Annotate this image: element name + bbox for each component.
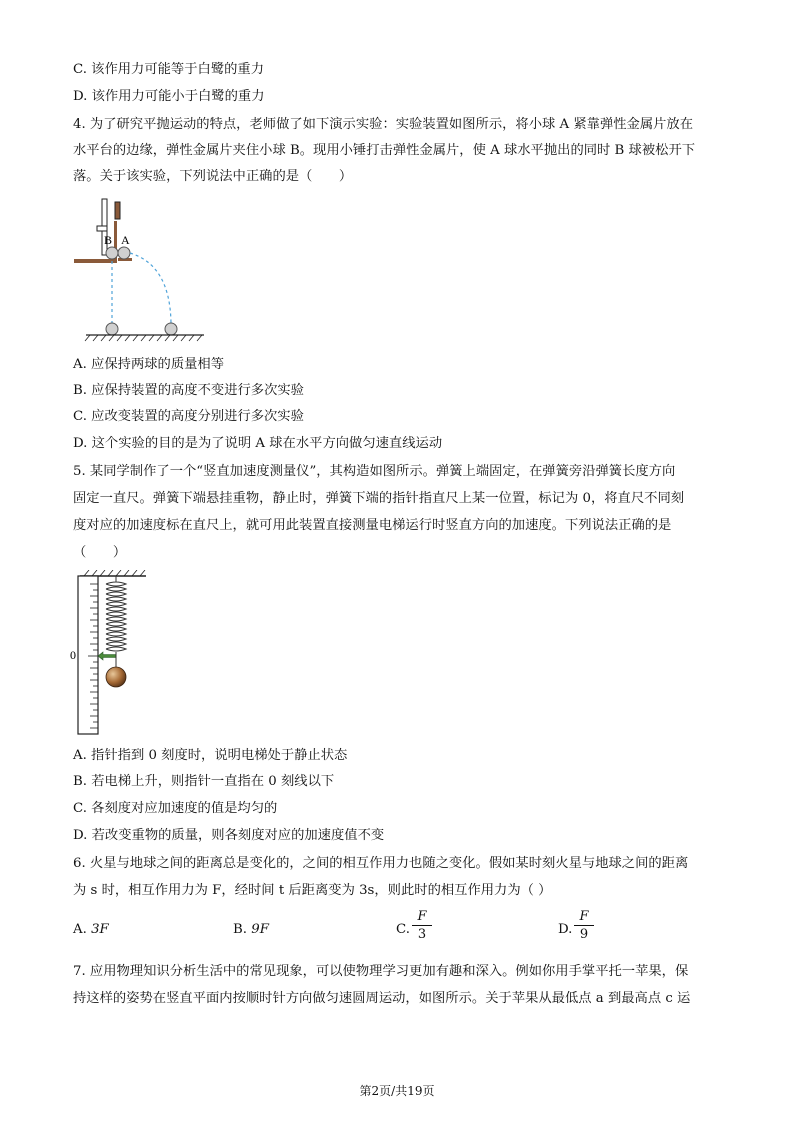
line-q7-stem-1: 7. 应用物理知识分析生活中的常见现象，可以使物理学习更加有趣和深入。例如你用手掌平托一苹果，保 [73, 964, 689, 979]
line-q5-option-b: B. 若电梯上升，则指针一直指在 0 刻线以下 [73, 774, 335, 789]
line-q5-stem-2: 固定一直尺。弹簧下端悬挂重物，静止时，弹簧下端的指针指直尺上某一位置，标记为 0，将直尺不同刻 [73, 491, 685, 506]
q6-option-a-value: 3F [91, 922, 109, 937]
q6-option-b-prefix: B. [233, 922, 247, 937]
q6-option-b [233, 922, 269, 937]
line-q5-option-a: A. 指针指到 0 刻度时，说明电梯处于静止状态 [73, 748, 348, 763]
q6-option-d-fraction [574, 909, 594, 942]
left-platform [74, 259, 114, 263]
q6-option-d-denominator: 9 [579, 927, 589, 942]
label-ball-b: B [104, 233, 113, 247]
line-q4-option-d: D. 这个实验的目的是为了说明 A 球在水平方向做匀速直线运动 [73, 436, 443, 451]
label-ball-a: A [121, 233, 130, 247]
line-q4-option-c: C. 应改变装置的高度分别进行多次实验 [73, 409, 304, 424]
line-q6-stem-2: 为 s 时，相互作用力为 F，经时间 t 后距离变为 3s，则此时的相互作用力为（ ） [73, 883, 552, 898]
figure-acceleration-meter [70, 570, 160, 740]
q6-option-a [73, 922, 109, 937]
q6-option-d-prefix: D. [558, 922, 573, 937]
q6-option-c-numerator: F [417, 909, 427, 924]
line-q5-stem-1: 5. 某同学制作了一个“竖直加速度测量仪”，其构造如图所示。弹簧上端固定，在弹簧旁沿弹簧长度方向 [73, 464, 676, 479]
line-q4-stem-1: 4. 为了研究平抛运动的特点，老师做了如下演示实验：实验装置如图所示，将小球 A 紧靠弹性金属片放在 [73, 117, 694, 132]
q6-option-c-denominator: 3 [417, 927, 427, 942]
ground-hatching [85, 335, 202, 341]
ball-a [118, 247, 130, 259]
elastic-plate [97, 226, 107, 231]
q6-option-a-prefix: A. [73, 922, 87, 937]
fraction-bar [412, 925, 432, 926]
line-q7-stem-2: 持这样的姿势在竖直平面内按顺时针方向做匀速圆周运动，如图所示。关于苹果从最低点 a 到最高点 c 运 [73, 991, 691, 1006]
line-q5-stem-3: 度对应的加速度标在直尺上，就可用此装置直接测量电梯运行时竖直方向的加速度。下列说法正确的是 [73, 518, 672, 533]
landed-ball-b [106, 323, 118, 335]
line-q3-option-d: D. 该作用力可能小于白鹭的重力 [73, 89, 265, 104]
q6-option-c-prefix: C. [396, 922, 410, 937]
q6-option-c-fraction [412, 909, 432, 942]
hanging-weight [106, 667, 126, 687]
q6-option-b-value: 9F [251, 922, 269, 937]
line-q3-option-c: C. 该作用力可能等于白鹭的重力 [73, 62, 265, 77]
line-q4-stem-2: 水平台的边缘，弹性金属片夹住小球 B。现用小锤打击弹性金属片，使 A 球水平抛出的同时 B 球被松开下 [73, 143, 696, 158]
line-q5-option-c: C. 各刻度对应加速度的值是均匀的 [73, 801, 278, 816]
q6-option-d-numerator: F [579, 909, 589, 924]
landed-ball-a [165, 323, 177, 335]
line-q6-stem-1: 6. 火星与地球之间的距离总是变化的，之间的相互作用力也随之变化。假如某时刻火星与地球之间的距离 [73, 856, 689, 871]
line-q4-option-b: B. 应保持装置的高度不变进行多次实验 [73, 383, 304, 398]
spring [106, 576, 126, 651]
page-footer: 第2页/共19页 [359, 1084, 435, 1098]
hammer-head [115, 202, 120, 219]
line-q4-stem-3: 落。关于该实验，下列说法中正确的是（ ） [73, 169, 353, 184]
parabolic-path-a [130, 253, 171, 323]
figure-projectile-apparatus [70, 195, 210, 345]
line-q5-option-d: D. 若改变重物的质量，则各刻度对应的加速度值不变 [73, 828, 385, 843]
fraction-bar [574, 925, 594, 926]
pointer-arrow [98, 652, 116, 660]
ball-b [106, 247, 118, 259]
line-q5-stem-4: （ ） [73, 545, 127, 560]
ruler-zero-label: 0 [70, 648, 76, 662]
ceiling-hatching [84, 570, 145, 576]
line-q4-option-a: A. 应保持两球的质量相等 [73, 357, 225, 372]
